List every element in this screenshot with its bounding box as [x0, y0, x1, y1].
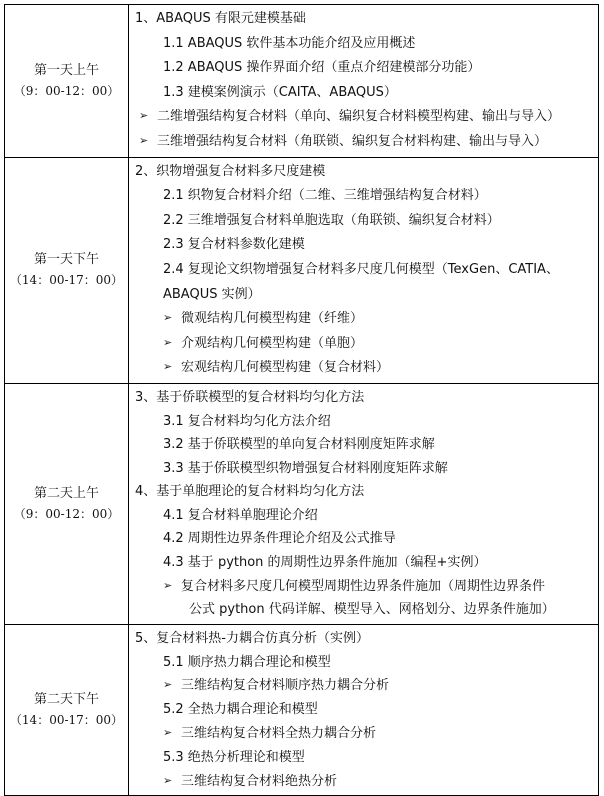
- arrow-bullet-icon: ➢: [163, 311, 173, 325]
- bullet-text: 三维结构复合材料顺序热力耦合分析: [181, 678, 390, 694]
- subsection-item: 3.1 复合材料均匀化方法介绍: [163, 413, 331, 429]
- subsection-item: 5.3 绝热分析理论和模型: [163, 749, 305, 765]
- subsection-item: 3.2 基于侨联模型的单向复合材料刚度矩阵求解: [163, 437, 435, 453]
- session-cell: [5, 383, 129, 624]
- bullet-item: [135, 130, 592, 155]
- section-heading: 5、复合材料热-力耦合仿真分析（实例）: [135, 630, 369, 646]
- bullet-item: [135, 332, 592, 357]
- bullet-item: [135, 307, 592, 332]
- section-heading: 2、织物增强复合材料多尺度建模: [135, 163, 326, 179]
- bullet-text: 三维结构复合材料全热力耦合分析: [181, 726, 377, 742]
- bullet-text: 复合材料多尺度几何模型周期性边界条件施加（周期性边界条件: [181, 578, 546, 594]
- bullet-text: 宏观结构几何模型构建（复合材料）: [181, 360, 390, 376]
- arrow-bullet-icon: ➢: [163, 678, 173, 692]
- arrow-bullet-icon: ➢: [163, 335, 173, 349]
- session-time: （14：00-17：00）: [9, 713, 124, 728]
- bullet-text: 微观结构几何模型构建（纤维）: [181, 311, 364, 327]
- session-content: [129, 625, 598, 796]
- subsection-item: 4.3 基于 python 的周期性边界条件施加（编程+实例）: [163, 555, 487, 571]
- subsection-item: 1.2 ABAQUS 操作界面介绍（重点介绍建模部分功能）: [163, 60, 481, 76]
- arrow-bullet-icon: ➢: [163, 726, 173, 740]
- session-content: [129, 384, 598, 624]
- session-cell: [5, 157, 129, 383]
- session-content: [129, 5, 598, 157]
- session-content-cell: [129, 383, 599, 624]
- arrow-bullet-icon: ➢: [163, 773, 173, 787]
- session-content-cell: [129, 157, 599, 383]
- arrow-bullet-icon: ➢: [139, 133, 149, 147]
- session-title: 第一天下午: [33, 252, 99, 268]
- subsection-item: 5.2 全热力耦合理论和模型: [163, 702, 318, 718]
- session-time: （9：00-12：00）: [13, 83, 120, 98]
- session-title: 第二天上午: [33, 485, 99, 501]
- session-time: （9：00-12：00）: [13, 506, 120, 521]
- bullet-item: [135, 674, 592, 698]
- bullet-text: 介观结构几何模型构建（单胞）: [181, 335, 364, 351]
- bullet-text: 三维增强结构复合材料（角联锁、编织复合材料构建、输出与导入）: [157, 133, 548, 149]
- section-heading: 1、ABAQUS 有限元建模基础: [135, 11, 306, 26]
- session-title: 第二天下午: [33, 692, 99, 708]
- arrow-bullet-icon: ➢: [163, 360, 173, 374]
- subsection-item: 4.1 复合材料单胞理论介绍: [163, 507, 318, 523]
- subsection-item: 1.3 建模案例演示（CAITA、ABAQUS）: [163, 84, 397, 100]
- session-content: [129, 158, 598, 383]
- session-row: [5, 624, 599, 796]
- session-row: [5, 5, 599, 158]
- bullet-item: [135, 356, 592, 381]
- bullet-item: [135, 722, 592, 746]
- subsection-item: 1.1 ABAQUS 软件基本功能介绍及应用概述: [163, 35, 416, 51]
- bullet-continuation: 公式 python 代码详解、模型导入、网格划分、边界条件施加）: [189, 602, 555, 618]
- subsection-item: 4.2 周期性边界条件理论介绍及公式推导: [163, 531, 396, 547]
- bullet-item: [135, 105, 592, 130]
- subsection-item: 2.3 复合材料参数化建模: [163, 237, 305, 253]
- schedule-table: [4, 4, 599, 796]
- section-heading: 4、基于单胞理论的复合材料均匀化方法: [135, 484, 365, 500]
- bullet-item: [135, 575, 592, 599]
- session-cell: [5, 624, 129, 796]
- session-time: （14：00-17：00）: [9, 273, 124, 288]
- subsection-item: ABAQUS 实例）: [163, 286, 261, 302]
- arrow-bullet-icon: ➢: [163, 578, 173, 592]
- session-content-cell: [129, 5, 599, 158]
- section-heading: 3、基于侨联模型的复合材料均匀化方法: [135, 389, 365, 405]
- subsection-item: 2.1 织物复合材料介绍（二维、三维增强结构复合材料）: [163, 188, 487, 204]
- bullet-item: [135, 770, 592, 794]
- schedule-body: [5, 5, 599, 796]
- session-cell: [5, 5, 129, 158]
- arrow-bullet-icon: ➢: [139, 109, 149, 123]
- session-row: [5, 383, 599, 624]
- session-row: [5, 157, 599, 383]
- session-title: 第一天上午: [33, 62, 99, 78]
- bullet-text: 三维结构复合材料绝热分析: [181, 773, 338, 789]
- subsection-item: 5.1 顺序热力耦合理论和模型: [163, 654, 331, 670]
- subsection-item: 3.3 基于侨联模型织物增强复合材料刚度矩阵求解: [163, 460, 448, 476]
- subsection-item: 2.2 三维增强复合材料单胞选取（角联锁、编织复合材料）: [163, 212, 500, 228]
- session-content-cell: [129, 624, 599, 796]
- subsection-item: 2.4 复现论文织物增强复合材料多尺度几何模型（TexGen、CATIA、: [163, 261, 559, 277]
- bullet-text: 二维增强结构复合材料（单向、编织复合材料模型构建、输出与导入）: [157, 109, 561, 125]
